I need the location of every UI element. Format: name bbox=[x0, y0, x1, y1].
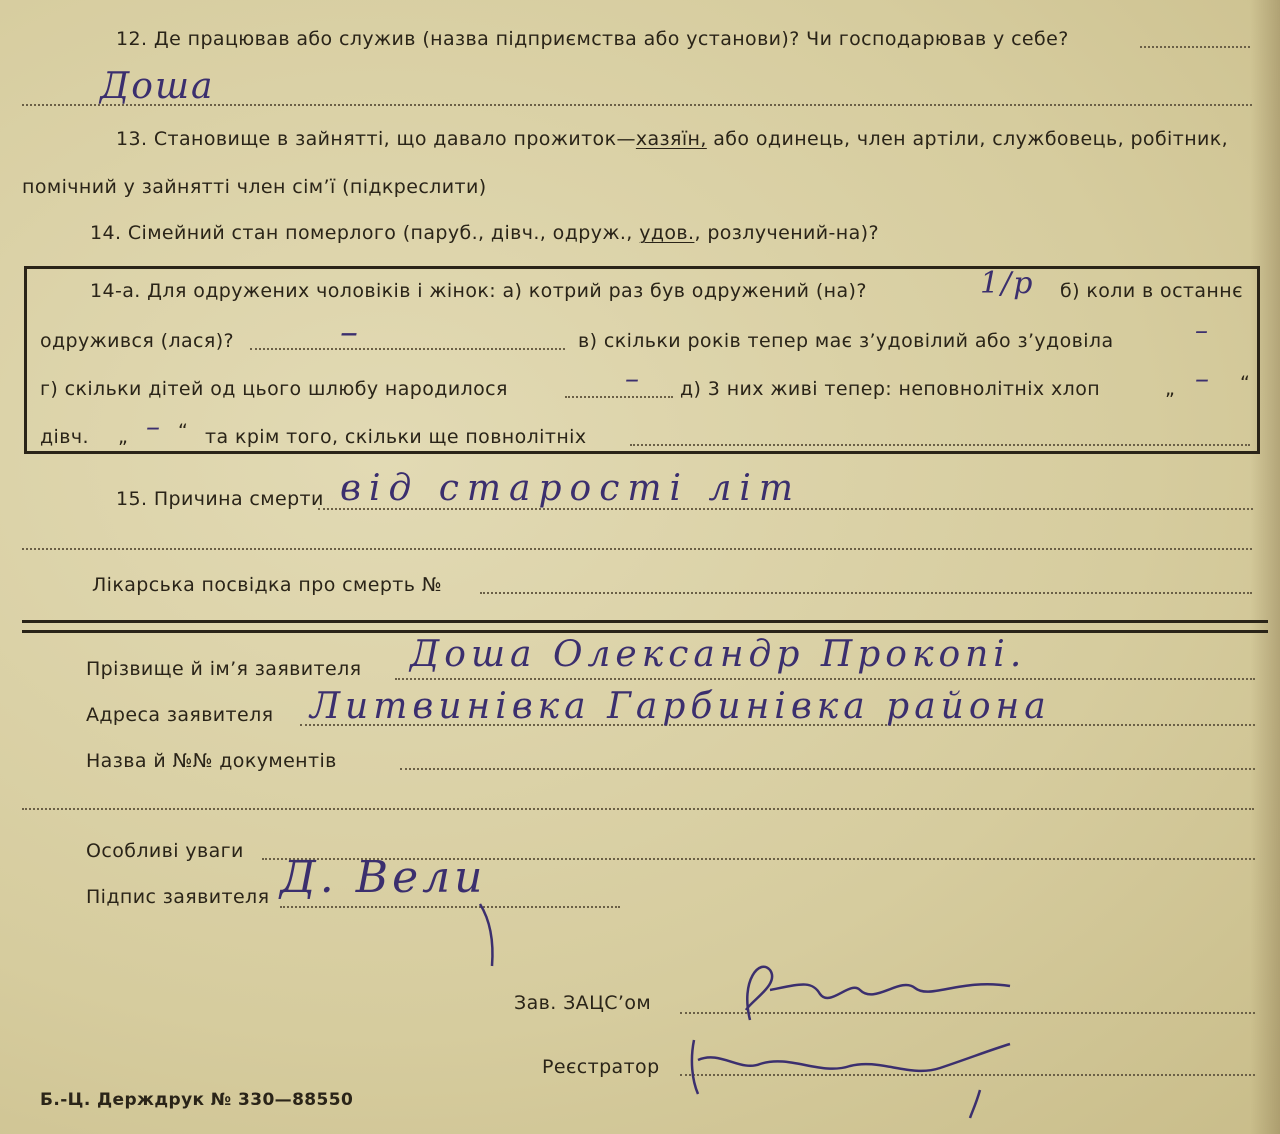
q14a-line3-mid: д) 3 них живі тепер: неповнолітніх хлоп bbox=[680, 378, 1101, 400]
applicant-name-dotline bbox=[395, 678, 1255, 680]
registrar-signature bbox=[680, 1020, 1040, 1120]
medical-dotline bbox=[480, 592, 1252, 594]
q15-line2 bbox=[22, 548, 1252, 550]
q12-dotline bbox=[1140, 46, 1250, 48]
q13-line1 bbox=[116, 128, 1228, 150]
applicant-signature-label: Підпис заявителя bbox=[86, 886, 270, 908]
q14a-boys-close-quote: “ bbox=[1240, 372, 1251, 394]
q14a-line2-dash: – bbox=[340, 312, 360, 353]
q13-underlined: хазяїн, bbox=[635, 128, 707, 150]
q13-post: або одинець, член артіли, службовець, робітник, bbox=[706, 128, 1229, 150]
q14a-line1: 14-а. Для одружених чоловіків і жінок: а) котрий раз був одружений (на)? bbox=[90, 280, 867, 302]
office-head-label: Зав. ЗАЦС’ом bbox=[514, 992, 652, 1014]
q14a-line4-dotline bbox=[630, 444, 1250, 446]
applicant-name-label: Прізвище й ім’я заявителя bbox=[86, 658, 362, 680]
separator-rule-1 bbox=[22, 620, 1268, 623]
q15-label: 15. Причина смерти bbox=[116, 488, 324, 510]
applicant-signature: Д. Вели bbox=[280, 852, 487, 903]
head-signature bbox=[700, 950, 1040, 1030]
q14a-line4-start: дівч. bbox=[40, 426, 89, 448]
q14a-boys-answer: – bbox=[1195, 362, 1211, 395]
q14a-line2-answer: – bbox=[1195, 316, 1210, 346]
q12-answer: Доша bbox=[100, 66, 215, 107]
q14a-line2-start: одружився (лася)? bbox=[40, 330, 235, 352]
q14a-line2-end: в) скільки років тепер має з’удовілий або з’удовіла bbox=[578, 330, 1114, 352]
applicant-notes-label: Особливі уваги bbox=[86, 840, 244, 862]
q14-post: , розлучений-на)? bbox=[694, 222, 879, 244]
q14a-line2-dotline bbox=[250, 348, 565, 350]
office-registrar-label: Реєстратор bbox=[542, 1056, 660, 1078]
printer-imprint: Б.-Ц. Держдрук № 330—88550 bbox=[40, 1090, 354, 1110]
q14a-answer-count: 1/р bbox=[980, 266, 1035, 301]
q14-pre: 14. Сімейний стан померлого (паруб., дівч., одруж., bbox=[90, 222, 640, 244]
q14a-line3-answer: – bbox=[625, 362, 641, 395]
applicant-address-label: Адреса заявителя bbox=[86, 704, 274, 726]
q14a-girls-answer: – bbox=[146, 410, 162, 443]
q14a-line3-start: г) скільки дітей од цього шлюбу народилося bbox=[40, 378, 508, 400]
applicant-name-value: Доша Олександр Прокопі. bbox=[410, 634, 1027, 675]
q14a-girls-close-quote: “ bbox=[178, 420, 189, 442]
q14a-line1-end: б) коли в останнє bbox=[1060, 280, 1243, 302]
q14a-boys-open-quote: „ bbox=[1165, 378, 1176, 400]
applicant-docs-line2 bbox=[22, 808, 1254, 810]
applicant-docs-dotline bbox=[400, 768, 1255, 770]
signature-flourish-1 bbox=[470, 900, 510, 970]
applicant-signature-dotline bbox=[280, 906, 620, 908]
q13-pre: 13. Становище в зайнятті, що давало прожиток— bbox=[116, 128, 636, 150]
medical-label: Лікарська посвідка про смерть № bbox=[92, 574, 442, 596]
q14-underlined: удов. bbox=[639, 222, 695, 244]
q14a-girls-open-quote: „ bbox=[118, 426, 129, 448]
q14-line bbox=[90, 222, 879, 244]
q13-line2: помічний у зайнятті член сім’ї (підкреслити) bbox=[22, 176, 487, 198]
q15-answer: від старості літ bbox=[340, 468, 802, 509]
applicant-docs-label: Назва й №№ документів bbox=[86, 750, 337, 772]
q12-label: 12. Де працював або служив (назва підприємства або установи)? Чи господарював у себе? bbox=[116, 28, 1069, 50]
applicant-address-value: Литвинівка Гарбинівка района bbox=[310, 686, 1051, 727]
q14a-line4-end: та крім того, скільки ще повнолітніх bbox=[205, 426, 587, 448]
page-edge-shadow bbox=[1250, 0, 1280, 1134]
separator-rule-2 bbox=[22, 630, 1268, 633]
q14a-line3-dotline bbox=[565, 396, 673, 398]
